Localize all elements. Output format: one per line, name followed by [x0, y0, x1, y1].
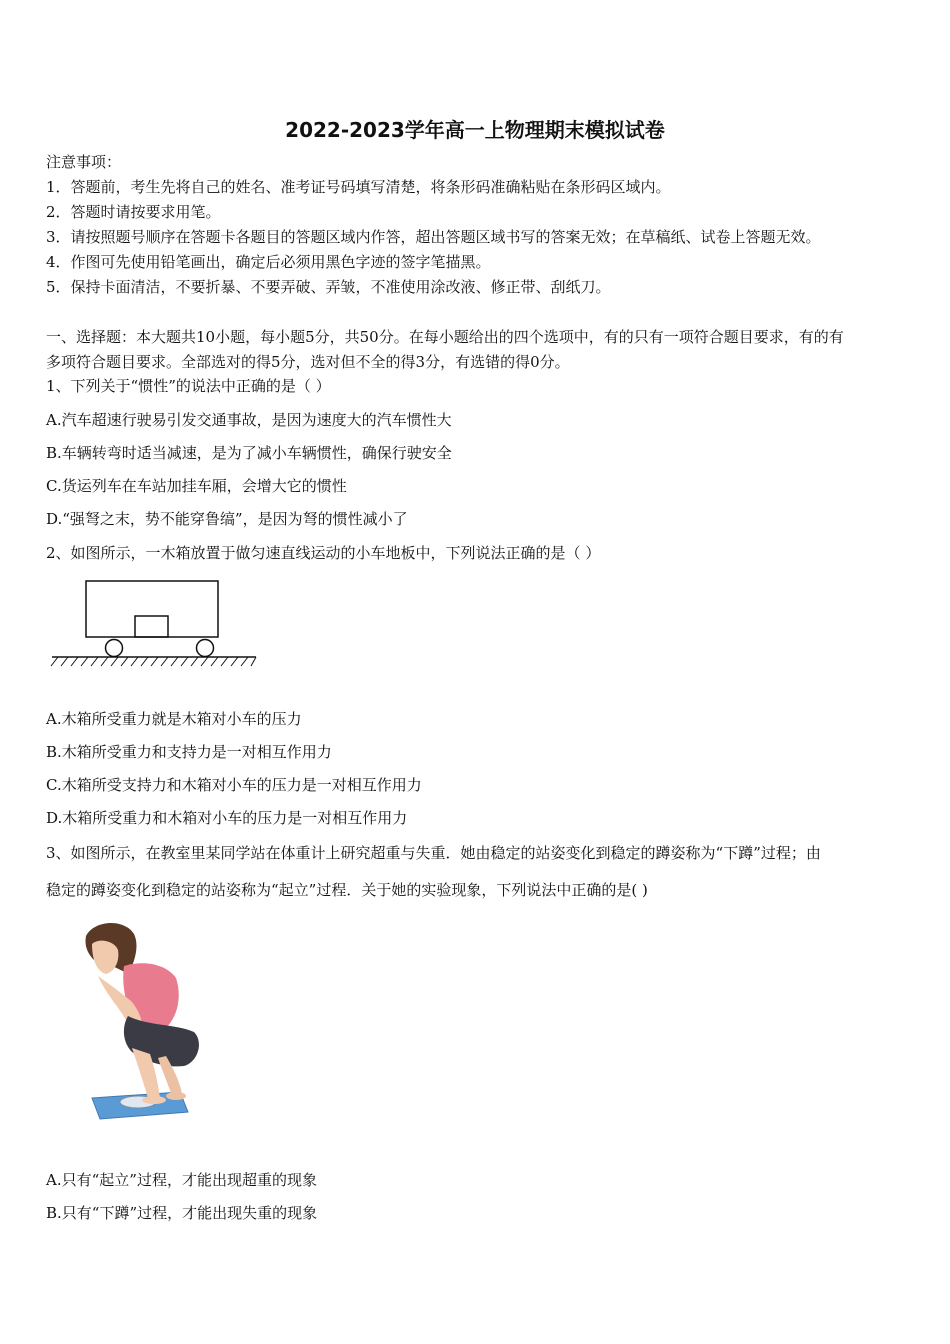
- section-heading: 一、选择题：本大题共10小题，每小题5分，共50分。在每小题给出的四个选项中，有的只有一项符合题目要求，有的有: [46, 328, 844, 346]
- question-3-stem: 3、如图所示，在教室里某同学站在体重计上研究超重与失重．她由稳定的站姿变化到稳定的蹲姿称为“下蹲”过程；由: [46, 844, 821, 862]
- q1-option-c: C.货运列车在车站加挂车厢，会增大它的惯性: [46, 477, 347, 495]
- notice-heading: 注意事项：: [46, 153, 122, 171]
- cart-body: [86, 581, 218, 637]
- squatting-girl-photo: [48, 916, 228, 1121]
- section-heading-cont: 多项符合题目要求。全部选对的得5分，选对但不全的得3分，有选错的得0分。: [46, 353, 570, 371]
- page-title: 2022-2023学年高一上物理期末模拟试卷: [285, 118, 665, 142]
- cart-wheel: [106, 640, 123, 657]
- q3-option-b: B.只有“下蹲”过程，才能出现失重的现象: [46, 1204, 318, 1222]
- q1-option-a: A.汽车超速行驶易引发交通事故，是因为速度大的汽车惯性大: [46, 411, 452, 429]
- q2-option-c: C.木箱所受支持力和木箱对小车的压力是一对相互作用力: [46, 776, 422, 794]
- wooden-box: [135, 616, 168, 637]
- ground-hatching: [51, 657, 256, 666]
- notice-item: 1．答题前，考生先将自己的姓名、准考证号码填写清楚，将条形码准确粘贴在条形码区域内。: [46, 178, 671, 196]
- q2-option-d: D.木箱所受重力和木箱对小车的压力是一对相互作用力: [46, 809, 408, 827]
- q1-option-d: D.“强弩之末，势不能穿鲁缟”，是因为弩的惯性减小了: [46, 510, 408, 528]
- q3-option-a: A.只有“起立”过程，才能出现超重的现象: [46, 1171, 317, 1189]
- notice-item: 5．保持卡面清洁，不要折暴、不要弄破、弄皱，不准使用涂改液、修正带、刮纸刀。: [46, 278, 611, 296]
- q2-option-a: A.木箱所受重力就是木箱对小车的压力: [46, 710, 302, 728]
- question-1-stem: 1、下列关于“惯性”的说法中正确的是（ ）: [46, 377, 331, 395]
- notice-item: 3．请按照题号顺序在答题卡各题目的答题区域内作答，超出答题区域书写的答案无效；在草稿纸、试卷上答题无效。: [46, 228, 821, 246]
- cart-figure: [48, 578, 260, 670]
- cart-wheel: [197, 640, 214, 657]
- q2-option-b: B.木箱所受重力和支持力是一对相互作用力: [46, 743, 332, 761]
- question-2-stem: 2、如图所示，一木箱放置于做匀速直线运动的小车地板中，下列说法正确的是（ ）: [46, 544, 601, 562]
- notice-item: 4．作图可先使用铅笔画出，确定后必须用黑色字迹的签字笔描黑。: [46, 253, 491, 271]
- q1-option-b: B.车辆转弯时适当减速，是为了减小车辆惯性，确保行驶安全: [46, 444, 452, 462]
- notice-item: 2．答题时请按要求用笔。: [46, 203, 221, 221]
- question-3-stem-cont: 稳定的蹲姿变化到稳定的站姿称为“起立”过程．关于她的实验现象，下列说法中正确的是( ): [46, 881, 648, 899]
